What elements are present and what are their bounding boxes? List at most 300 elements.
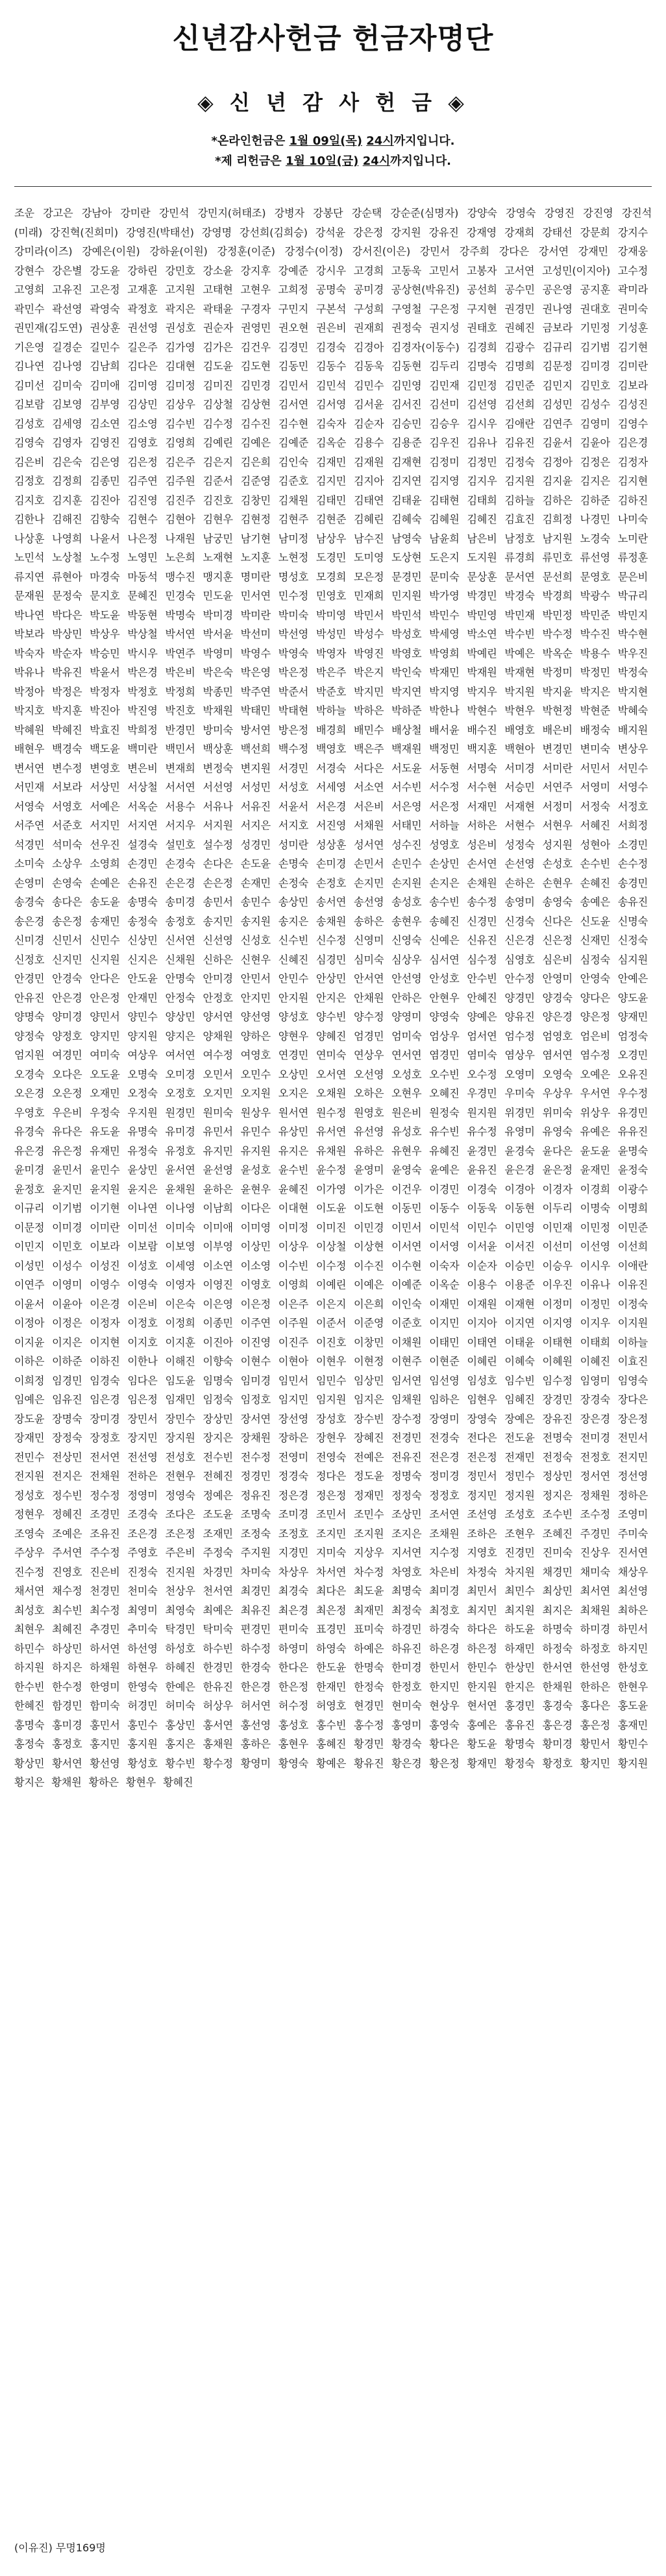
donor-name: 서예은 (90, 800, 120, 813)
donor-name: 고지원 (165, 283, 195, 296)
donor-name: 이혜숙 (504, 1355, 535, 1367)
donor-name: 홍유진 (504, 1718, 535, 1731)
donor-name: 현경민 (353, 1700, 384, 1712)
donor-name: 서성호 (278, 781, 309, 793)
donor-name: 정다은 (315, 1470, 347, 1482)
donor-name: 변영호 (90, 762, 120, 775)
donor-name: 심지원 (617, 953, 648, 966)
donor-name: 강재영 (466, 226, 497, 239)
donor-name: 정경숙 (278, 1470, 309, 1482)
donor-name: 나은정 (127, 532, 158, 545)
donor-name: 김명희 (504, 360, 535, 372)
donor-name: 조민서 (315, 1508, 347, 1521)
donor-name: 황은정 (429, 1757, 460, 1770)
donor-name: 윤다은 (542, 1144, 573, 1157)
donor-name: 박은경 (127, 666, 158, 679)
donor-name: 김혜숙 (391, 513, 422, 525)
donor-name: 서유나 (203, 800, 233, 813)
donor-name: 유선영 (353, 1125, 384, 1138)
donor-name: 진수정 (14, 1565, 45, 1578)
donor-name: 오도윤 (90, 1068, 120, 1081)
donor-name: 박정희 (165, 685, 195, 698)
donor-name: 윤선영 (203, 1164, 233, 1176)
donor-name: 류지연 (14, 570, 45, 583)
donor-name: 조유진 (90, 1527, 120, 1540)
donor-name: 김상현 (240, 398, 271, 411)
donor-name: 공미경 (353, 283, 384, 296)
donor-name: 송민수 (240, 896, 271, 908)
donor-name: 윤예은 (429, 1164, 460, 1176)
donor-name: 조재민 (203, 1527, 233, 1540)
donor-name: 전다은 (467, 1432, 497, 1444)
donor-name: 조영숙 (14, 1527, 45, 1540)
donor-name: 서정미 (542, 800, 573, 813)
donor-name: 정선영 (617, 1470, 648, 1482)
donor-name: 김민서 (278, 379, 309, 392)
donor-name: 양하은 (240, 1029, 271, 1042)
donor-name: 류경희 (504, 551, 535, 564)
donor-name: 김민영 (391, 379, 422, 392)
donor-name: 김미경 (580, 360, 610, 372)
donor-name: 이성진 (90, 1259, 120, 1272)
donor-name: 하지민 (617, 1642, 648, 1655)
donor-name: 유수빈 (429, 1125, 460, 1138)
donor-name: 박태민 (240, 704, 271, 717)
donor-name: 강민석 (158, 207, 190, 219)
donor-name: 최지은 (542, 1604, 573, 1617)
donor-name: 안성호 (429, 972, 460, 985)
donor-name: 신상민 (127, 934, 158, 946)
donor-name: 장지원 (165, 1432, 195, 1444)
donor-name: 김해진 (52, 513, 82, 525)
donor-name: 이진주 (278, 1336, 309, 1349)
donor-name: 정예은 (203, 1489, 233, 1502)
donor-name: 백영호 (315, 743, 347, 755)
donor-name: 김수빈 (165, 417, 195, 430)
donor-name: 장재민 (14, 1432, 45, 1444)
donor-name: 김선희 (504, 398, 535, 411)
donor-name: 박예린 (467, 647, 497, 660)
donor-name: 황혜진 (163, 1776, 193, 1788)
donor-name: 양정호 (52, 1029, 82, 1042)
donor-name: 이우진 (542, 1279, 573, 1291)
donor-name: 우수정 (617, 1087, 648, 1100)
donor-name: 구성희 (353, 302, 384, 315)
donor-name: 김태윤 (391, 494, 422, 507)
donor-name: 문경민 (391, 570, 422, 583)
donor-name: 하영숙 (315, 1642, 347, 1655)
donor-name: 김수현 (278, 417, 309, 430)
donor-name: 이해진 (165, 1355, 195, 1367)
donor-name: 이도현 (353, 1202, 384, 1214)
donor-name: 나영희 (52, 532, 82, 545)
donor-name: 김민경 (240, 379, 271, 392)
donor-name: 김동수 (315, 360, 347, 372)
donor-name: 박현우 (504, 704, 535, 717)
donor-name: 최서연 (580, 1585, 610, 1597)
bank-notice-prefix: *제 리헌금은 (215, 154, 286, 168)
donor-name: 이성호 (127, 1259, 158, 1272)
donor-name: 강정훈(이준) (217, 245, 275, 258)
donor-name: 안경숙 (52, 972, 82, 985)
donor-name: 이태희 (580, 1336, 610, 1349)
donor-name: 강하윤(이원) (149, 245, 208, 258)
donor-name: 한상민 (504, 1661, 535, 1674)
donor-name: 박지현 (617, 685, 648, 698)
donor-name: 이정민 (580, 1297, 610, 1310)
donor-name: 최미경 (429, 1585, 460, 1597)
donor-name: 이세영 (165, 1259, 195, 1272)
donor-name: 이준호 (391, 1317, 422, 1329)
donor-name: 이종민 (203, 1317, 233, 1329)
donor-name: 고봉자 (466, 264, 497, 277)
donor-name: 윤유진 (467, 1164, 497, 1176)
donor-name: 박상우 (90, 628, 120, 640)
online-notice-suffix: 까지입니다. (393, 134, 455, 148)
donor-name: 권순자 (203, 322, 234, 334)
donor-name: 원영호 (353, 1106, 384, 1119)
donor-name: 원은비 (391, 1106, 422, 1119)
donor-name: 탁경민 (165, 1623, 195, 1635)
donor-name: 유지원 (240, 1144, 271, 1157)
donor-name: 구영철 (391, 302, 422, 315)
donor-name: 장미경 (90, 1412, 120, 1425)
donor-name: 서영미 (580, 781, 610, 793)
donor-name: 연경민 (278, 1049, 309, 1061)
donor-name: 황지은 (14, 1776, 45, 1788)
donor-name: 김혜린 (353, 513, 384, 525)
donor-name: 박성수 (353, 628, 384, 640)
donor-name: 이태현 (542, 1336, 573, 1349)
donor-name: 전유진 (391, 1451, 422, 1463)
donor-name: 김채원 (278, 494, 309, 507)
donor-name: 김한나 (14, 513, 45, 525)
donor-name: 황도윤 (467, 1738, 497, 1750)
donor-name: 이은경 (90, 1297, 120, 1310)
donor-name: 윤채원 (165, 1183, 195, 1196)
bank-notice-suffix: 까지입니다. (390, 154, 451, 168)
donor-name: 김현아 (165, 513, 195, 525)
donor-name: 한미경 (391, 1661, 422, 1674)
donor-name: 김주연 (127, 475, 158, 487)
donor-name: 김하진 (617, 494, 648, 507)
donor-name: 안명숙 (165, 972, 195, 985)
donor-name: 송경숙 (14, 896, 45, 908)
donor-name: 곽태윤 (203, 302, 233, 315)
donor-name: 남상우 (315, 532, 347, 545)
donor-name: 이지연 (504, 1317, 535, 1329)
donor-name: 백현아 (504, 743, 535, 755)
donor-name: 전하은 (127, 1470, 158, 1482)
donor-name: 홍경민 (504, 1700, 535, 1712)
donor-name: 서지원 (203, 819, 233, 832)
donor-name: 강영명 (201, 226, 232, 239)
donor-name: 신경민 (467, 915, 497, 928)
donor-name: 고동욱 (391, 264, 422, 277)
donor-name: 김진아 (90, 494, 120, 507)
donor-name: 강예준 (278, 264, 308, 277)
donor-name: 오지원 (240, 1087, 271, 1100)
donor-name: 전혜진 (203, 1470, 233, 1482)
donor-name: 이은주 (278, 1297, 309, 1310)
donor-name: 황경숙 (391, 1738, 422, 1750)
donor-name: 차상우 (278, 1565, 309, 1578)
donor-name: 강문희 (580, 226, 610, 239)
donor-name: 양상민 (165, 1011, 195, 1023)
donor-name: 함경민 (52, 1700, 82, 1712)
donor-name: 조서연 (429, 1508, 460, 1521)
donor-name: 송선영 (353, 896, 384, 908)
donor-name: 유정숙 (127, 1144, 158, 1157)
donor-name: 이혜원 (542, 1355, 573, 1367)
donor-name: 오영숙 (542, 1068, 573, 1081)
donor-name: 박민석 (391, 608, 422, 621)
donor-name: 윤영숙 (391, 1164, 422, 1176)
donor-name: 오지은 (278, 1087, 309, 1100)
donor-name: 박규리 (617, 590, 648, 602)
donor-name: 안수정 (504, 972, 535, 985)
donor-name: 석미숙 (52, 838, 82, 851)
donor-name: 황현우 (125, 1776, 156, 1788)
donor-name: 유재민 (90, 1144, 120, 1157)
donor-name: 전정호 (580, 1451, 610, 1463)
donor-name: 박동현 (127, 608, 158, 621)
donor-name: 공은영 (542, 283, 573, 296)
donor-name: 한하은 (580, 1680, 610, 1693)
donor-name: 이미진 (315, 1221, 347, 1234)
donor-name: 천경민 (90, 1585, 120, 1597)
donor-name: 이경자 (542, 1183, 573, 1196)
donor-name: 박용수 (580, 647, 610, 660)
donor-name: 강지원 (391, 226, 421, 239)
donor-name: 안은정 (90, 991, 120, 1004)
donor-name: 김소연 (90, 417, 120, 430)
donor-name: 서세영 (315, 781, 347, 793)
donor-name: 이민정 (580, 1221, 610, 1234)
deadline-notices (14, 131, 652, 171)
donor-name: 성정숙 (504, 838, 535, 851)
donor-name: 오현우 (391, 1087, 422, 1100)
donor-name: 홍명숙 (14, 1718, 45, 1731)
donor-name: 공수민 (504, 283, 535, 296)
donor-name: 박경희 (542, 590, 573, 602)
donor-name: 하유진 (391, 1642, 422, 1655)
donor-name: 손도윤 (240, 858, 271, 870)
donor-name: 고영희 (14, 283, 45, 296)
donor-name: 이상우 (278, 1240, 309, 1253)
donor-name: 이나연 (127, 1202, 158, 1214)
donor-name: 윤현우 (240, 1183, 271, 1196)
donor-name: 주서연 (52, 1547, 82, 1559)
donor-name: 이동현 (504, 1202, 535, 1214)
donor-name: 황유진 (353, 1757, 384, 1770)
donor-name: 유경민 (617, 1106, 648, 1119)
online-notice-prefix: *온라인헌금은 (211, 134, 290, 148)
donor-name: 윤혜진 (278, 1183, 309, 1196)
donor-name: 이혜린 (467, 1355, 497, 1367)
donor-name: 엄지원 (14, 1049, 45, 1061)
donor-name: 송정호 (165, 915, 195, 928)
donor-name: 강재웅 (617, 245, 648, 258)
donor-name: 송다은 (52, 896, 82, 908)
donor-name: 고민서 (428, 264, 460, 277)
donor-name: 여서연 (165, 1049, 195, 1061)
donor-name: 이민수 (467, 1221, 497, 1234)
donor-name: 안현우 (429, 991, 460, 1004)
donor-name: 김유나 (467, 437, 497, 449)
donor-name: 김혜원 (429, 513, 460, 525)
donor-name: 김성민 (542, 398, 573, 411)
donor-name: 박서연 (165, 628, 195, 640)
donor-name: 백재원 (391, 743, 422, 755)
donor-name: 민수정 (278, 590, 309, 602)
donor-name: 양혜진 (315, 1029, 347, 1042)
donor-name: 강재민 (578, 245, 608, 258)
donor-name: 이주원 (278, 1317, 309, 1329)
donor-name: 우영호 (14, 1106, 45, 1119)
donor-name: 장은경 (580, 1412, 610, 1425)
donor-name: 손미경 (315, 858, 347, 870)
donor-name: 배정숙 (580, 723, 610, 736)
donor-name: 구본석 (315, 302, 347, 315)
donor-name: 이승민 (504, 1259, 535, 1272)
donor-name: 김세영 (52, 417, 82, 430)
donor-name: 이정미 (542, 1297, 573, 1310)
donor-name: 임지원 (315, 1393, 347, 1406)
donor-name: 김예린 (203, 437, 233, 449)
donor-name: 이영미 (52, 1279, 82, 1291)
donor-name: 백민서 (165, 743, 195, 755)
donor-name: 서도윤 (391, 762, 422, 775)
donor-name: 김미애 (90, 379, 120, 392)
donor-name: 나미숙 (617, 513, 648, 525)
donor-name: 양미경 (52, 1011, 82, 1023)
donor-name: 손다은 (203, 858, 233, 870)
donor-name: 황지원 (617, 1757, 648, 1770)
donor-name: 신지은 (127, 953, 158, 966)
donor-name: 원수정 (315, 1106, 347, 1119)
donor-name: 황예은 (315, 1757, 347, 1770)
donor-name: 박광수 (580, 590, 610, 602)
donor-name: 한다은 (278, 1661, 309, 1674)
donor-name: 유상민 (278, 1125, 309, 1138)
donor-name: 전지민 (617, 1451, 648, 1463)
donor-name: 박민준 (580, 608, 610, 621)
donor-name: 강정수(이정) (284, 245, 343, 258)
donor-name: 진서연 (617, 1547, 648, 1559)
donor-name: 진은비 (90, 1565, 120, 1578)
donor-name: 송현우 (391, 915, 422, 928)
donor-name: 최지원 (504, 1604, 535, 1617)
donor-name: 김상우 (165, 398, 195, 411)
donor-name: 신예은 (429, 934, 460, 946)
donor-name: 박보라 (14, 628, 45, 640)
donor-name: 홍미경 (52, 1718, 82, 1731)
donor-name: 서지호 (278, 819, 309, 832)
donor-name: 박정호 (127, 685, 158, 698)
donor-name: 백은주 (353, 743, 384, 755)
donor-name: 이용준 (504, 1279, 535, 1291)
donor-name: 박선영 (278, 628, 309, 640)
donor-name: 이동민 (391, 1202, 422, 1214)
donor-name: 백도윤 (90, 743, 120, 755)
donor-name: 안정숙 (165, 991, 195, 1004)
donor-name: 오경숙 (14, 1068, 45, 1081)
donor-name: 손수정 (617, 858, 648, 870)
donor-name: 맹지훈 (203, 570, 233, 583)
donor-name: 석경민 (14, 838, 45, 851)
donor-name: 유수정 (467, 1125, 497, 1138)
donor-name: 이서연 (391, 1240, 422, 1253)
donor-name: 유유진 (617, 1125, 648, 1138)
donor-name: 김성진 (617, 398, 648, 411)
donor-name: 황명숙 (504, 1738, 535, 1750)
donor-name: 박영숙 (278, 647, 309, 660)
donor-name: 최유진 (240, 1604, 271, 1617)
donor-name: 조민수 (353, 1508, 384, 1521)
donor-name: 이하은 (14, 1355, 45, 1367)
donor-name: 오예은 (580, 1068, 610, 1081)
donor-name: 유영숙 (542, 1125, 573, 1138)
donor-name: 홍은경 (542, 1718, 573, 1731)
donor-name: 양서연 (203, 1011, 233, 1023)
donor-name: 장혜진 (353, 1432, 384, 1444)
donor-name: 이경숙 (467, 1183, 497, 1196)
donor-name: 이민영 (504, 1221, 535, 1234)
donor-name: 정은경 (278, 1489, 309, 1502)
donor-name: 전명숙 (542, 1432, 573, 1444)
donor-name: 신혜진 (278, 953, 309, 966)
donor-name: 허서연 (240, 1700, 271, 1712)
donor-name: 윤명숙 (617, 1144, 648, 1157)
donor-name: 박지훈 (52, 704, 82, 717)
donor-name: 심경민 (315, 953, 347, 966)
donor-name: 최은정 (315, 1604, 347, 1617)
donor-name: 정상민 (542, 1470, 573, 1482)
donor-name: 도상현 (391, 551, 422, 564)
bank-notice-date: 1월 10일(금) (285, 154, 359, 168)
donor-name: 문영호 (580, 570, 610, 583)
donor-name: 고재훈 (127, 283, 158, 296)
donor-name: 편경민 (240, 1623, 271, 1635)
donor-name: 김재원 (353, 455, 384, 468)
donor-name: 박성민 (315, 628, 347, 640)
donor-name: 공선희 (467, 283, 497, 296)
donor-name: 임현우 (467, 1393, 497, 1406)
donor-name: 강진석(미래) (14, 207, 652, 239)
donor-name: 장경민 (542, 1393, 573, 1406)
donor-name: 이정희 (165, 1317, 195, 1329)
donor-name: 김정호 (14, 475, 45, 487)
donor-name: 양정숙 (14, 1029, 45, 1042)
donor-name: 박효진 (90, 723, 120, 736)
donor-name: 송채원 (315, 915, 347, 928)
donor-name: 김정희 (52, 475, 82, 487)
donor-name: 오경민 (617, 1049, 648, 1061)
donor-name: 임유진 (52, 1393, 82, 1406)
donor-name: 주영호 (127, 1547, 158, 1559)
donor-name: 박서윤 (203, 628, 233, 640)
donor-name: 송도윤 (90, 896, 120, 908)
donor-name: 신영미 (353, 934, 384, 946)
donor-name: 이수현 (391, 1259, 422, 1272)
donor-name: 강미란 (120, 207, 151, 219)
donor-name: 염상우 (504, 1049, 535, 1061)
donor-name: 유영미 (504, 1125, 535, 1138)
donor-name: 차수정 (353, 1565, 384, 1578)
donor-name: 추미숙 (127, 1623, 158, 1635)
donor-name: 박우진 (617, 647, 648, 660)
